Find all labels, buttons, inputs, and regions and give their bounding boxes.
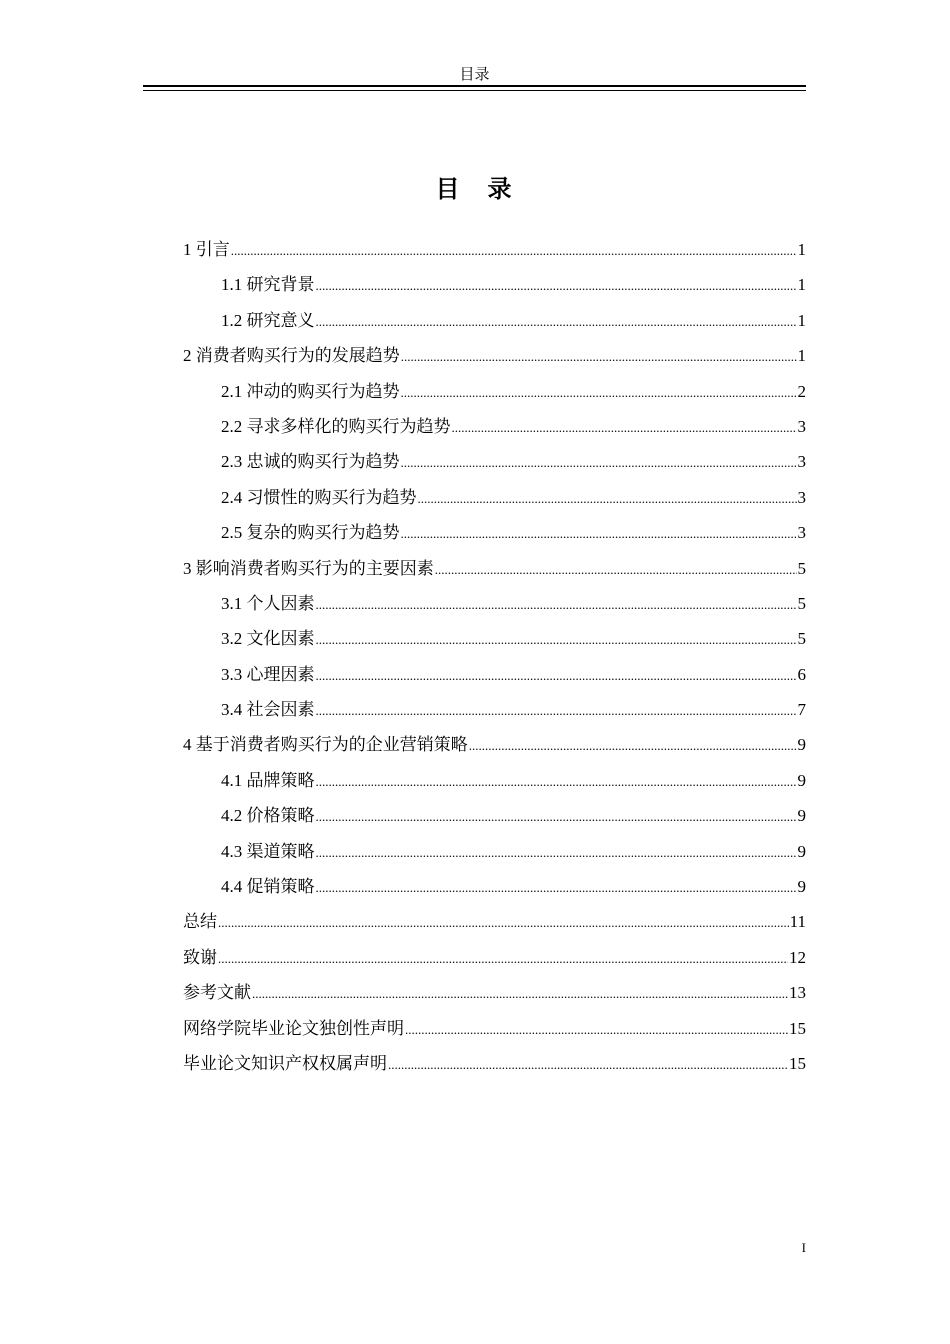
toc-dot-leader (218, 941, 788, 976)
toc-entry[interactable] (183, 1011, 806, 1046)
header-rule-thin (143, 90, 806, 91)
toc-entry-label: 总结 (183, 912, 217, 932)
toc-entry-page: 12 (789, 947, 806, 967)
toc-entry-label: 2.1 冲动的购买行为趋势 (221, 381, 400, 401)
toc-entry[interactable] (183, 834, 806, 869)
toc-entry-page: 5 (797, 593, 806, 613)
toc-entry-page: 3 (797, 487, 806, 507)
toc-entry-label: 4.2 价格策略 (221, 806, 315, 826)
toc-entry-page: 1 (797, 346, 806, 366)
toc-entry-label: 3.4 社会因素 (221, 700, 315, 720)
toc-dot-leader (316, 622, 797, 657)
toc-entry[interactable] (183, 1046, 806, 1081)
toc-entry-label: 2 消费者购买行为的发展趋势 (183, 346, 400, 366)
toc-dot-leader (452, 410, 797, 445)
running-header: 目录 (459, 67, 490, 83)
page-number: I (801, 1240, 806, 1255)
toc-entry-page: 13 (789, 983, 806, 1003)
toc-entry-label: 1.2 研究意义 (221, 310, 315, 330)
toc-entry-page: 5 (797, 629, 806, 649)
toc-entry-page: 3 (797, 452, 806, 472)
toc-dot-leader (316, 304, 797, 339)
toc-entry[interactable] (183, 374, 806, 409)
toc-entry-label: 2.5 复杂的购买行为趋势 (221, 523, 400, 543)
toc-entry[interactable] (183, 551, 806, 586)
toc-dot-leader (469, 728, 797, 763)
toc-entry[interactable] (183, 444, 806, 479)
toc-dot-leader (252, 976, 788, 1011)
toc-entry-page: 15 (789, 1018, 806, 1038)
toc-dot-leader (316, 693, 797, 728)
toc-entry-label: 4.3 渠道策略 (221, 841, 315, 861)
toc-entry-page: 2 (797, 381, 806, 401)
toc-entry[interactable] (183, 586, 806, 621)
toc-entry[interactable] (183, 338, 806, 373)
toc-entry-label: 3.3 心理因素 (221, 664, 315, 684)
toc-entry-page: 9 (797, 770, 806, 790)
toc-dot-leader (316, 658, 797, 693)
toc-dot-leader (316, 268, 797, 303)
toc-entry-page: 1 (797, 310, 806, 330)
toc-dot-leader (316, 587, 797, 622)
toc-entry-label: 4.1 品牌策略 (221, 770, 315, 790)
toc-dot-leader (401, 445, 797, 480)
toc-entry[interactable] (183, 267, 806, 302)
toc-entry-page: 7 (797, 700, 806, 720)
toc-entry-label: 4.4 促销策略 (221, 877, 315, 897)
toc-entry[interactable] (183, 657, 806, 692)
toc-dot-leader (316, 870, 797, 905)
toc-dot-leader (418, 481, 797, 516)
toc-entry-page: 9 (797, 877, 806, 897)
toc-entry[interactable] (183, 869, 806, 904)
toc-entry-page: 11 (789, 912, 806, 932)
page-title: 目 录 (435, 175, 514, 204)
toc-entry-label: 致谢 (183, 947, 217, 967)
toc-entry[interactable] (183, 303, 806, 338)
toc-entry-label: 1 引言 (183, 240, 230, 259)
toc-entry[interactable] (183, 904, 806, 939)
toc-dot-leader (316, 799, 797, 834)
table-of-contents (183, 232, 806, 1081)
toc-entry-label: 参考文献 (183, 983, 251, 1003)
toc-entry[interactable] (183, 232, 806, 267)
toc-entry-page: 15 (789, 1053, 806, 1073)
toc-entry-page: 9 (797, 841, 806, 861)
toc-entry-label: 2.2 寻求多样化的购买行为趋势 (221, 416, 451, 436)
toc-entry-page: 9 (797, 806, 806, 826)
toc-dot-leader (401, 516, 797, 551)
toc-dot-leader (231, 233, 797, 268)
toc-entry[interactable] (183, 692, 806, 727)
toc-entry-label: 2.3 忠诚的购买行为趋势 (221, 452, 400, 472)
toc-dot-leader (435, 552, 797, 587)
toc-entry[interactable] (183, 515, 806, 550)
toc-entry[interactable] (183, 727, 806, 762)
toc-entry-label: 2.4 习惯性的购买行为趋势 (221, 487, 417, 507)
toc-entry-label: 毕业论文知识产权权属声明 (183, 1053, 387, 1073)
toc-dot-leader (388, 1047, 788, 1082)
toc-entry-label: 3.1 个人因素 (221, 593, 315, 613)
toc-entry-page: 6 (797, 664, 806, 684)
toc-entry-label: 3 影响消费者购买行为的主要因素 (183, 558, 434, 578)
toc-entry[interactable] (183, 798, 806, 833)
toc-dot-leader (401, 375, 797, 410)
toc-entry-label: 网络学院毕业论文独创性声明 (183, 1018, 404, 1038)
toc-entry-page: 9 (797, 735, 806, 755)
toc-entry-page: 1 (797, 240, 806, 259)
toc-entry-label: 4 基于消费者购买行为的企业营销策略 (183, 735, 468, 755)
toc-dot-leader (316, 764, 797, 799)
header-rule-thick (143, 85, 806, 87)
toc-dot-leader (401, 339, 797, 374)
toc-entry[interactable] (183, 480, 806, 515)
toc-entry-label: 3.2 文化因素 (221, 629, 315, 649)
toc-entry-page: 5 (797, 558, 806, 578)
toc-entry-label: 1.1 研究背景 (221, 275, 315, 295)
toc-dot-leader (218, 905, 789, 940)
toc-entry-page: 3 (797, 523, 806, 543)
toc-dot-leader (316, 835, 797, 870)
toc-entry[interactable] (183, 409, 806, 444)
toc-dot-leader (405, 1012, 788, 1047)
toc-entry[interactable] (183, 763, 806, 798)
toc-entry-page: 1 (797, 275, 806, 295)
toc-entry-page: 3 (797, 416, 806, 436)
toc-entry[interactable] (183, 621, 806, 656)
toc-entry[interactable] (183, 940, 806, 975)
toc-entry[interactable] (183, 975, 806, 1010)
